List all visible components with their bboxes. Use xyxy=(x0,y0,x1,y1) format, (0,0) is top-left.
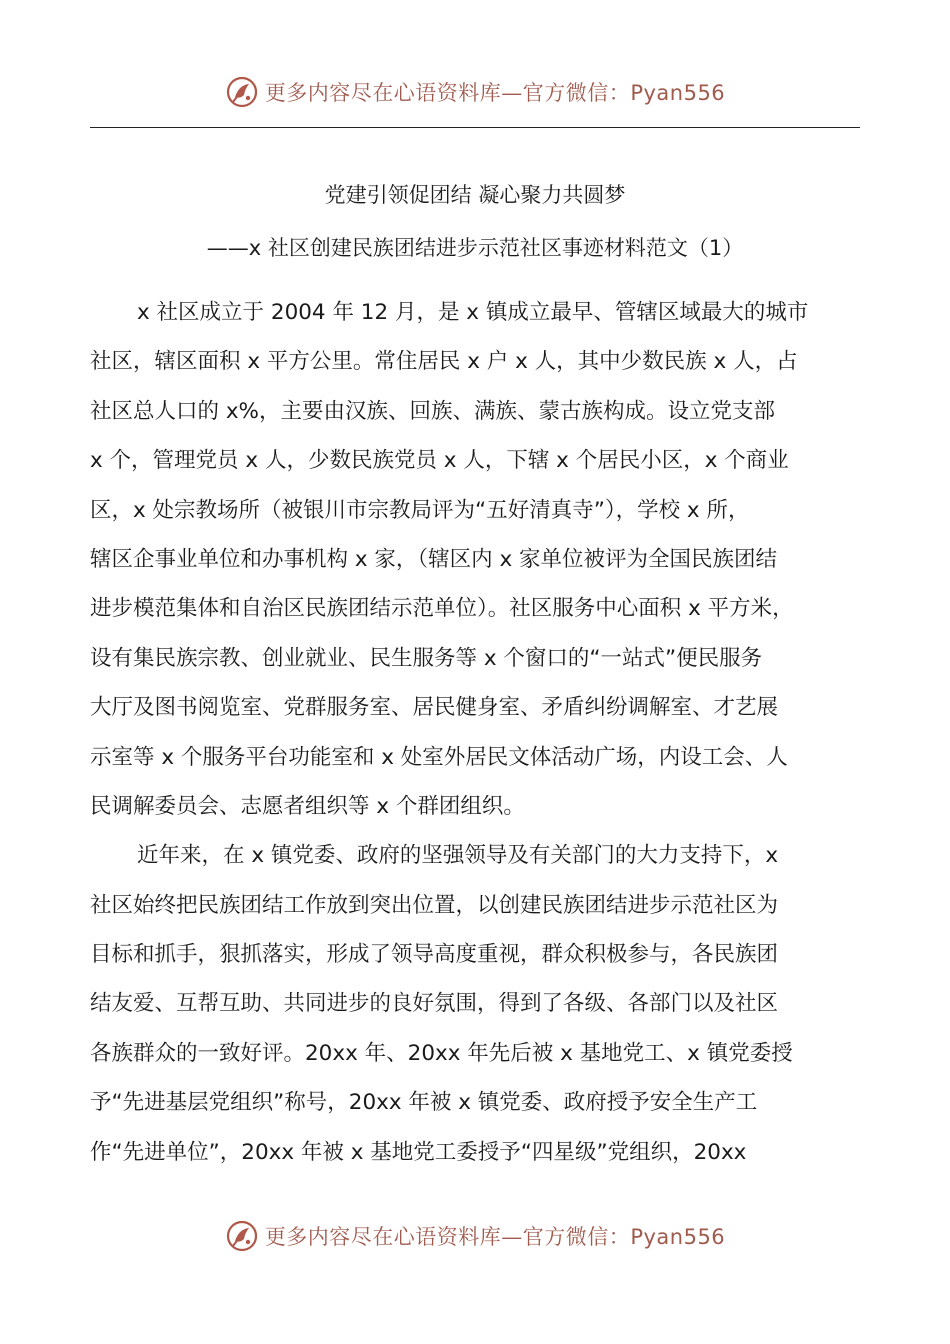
body-line: x 社区成立于 2004 年 12 月，是 x 镇成立最早、管辖区域最大的城市 xyxy=(137,300,809,325)
footer-banner-text xyxy=(265,1221,725,1251)
body-line: 作“先进单位”，20xx 年被 x 基地党工委授予“四星级”党组织，20xx xyxy=(90,1139,747,1165)
body-line: 社区，辖区面积 x 平方公里。常住居民 x 户 x 人，其中少数民族 x 人，占 xyxy=(90,349,798,375)
body-line: 进步模范集体和自治区民族团结示范单位）。社区服务中心面积 x 平方米， xyxy=(90,596,794,622)
header-banner-label: 更多内容尽在心语资料库—官方微信： xyxy=(264,81,631,105)
logo-icon xyxy=(225,1219,259,1253)
body-line: 民调解委员会、志愿者组织等 x 个群团组织。 xyxy=(90,793,525,819)
body-line: 大厅及图书阅览室、党群服务室、居民健身室、矛盾纠纷调解室、才艺展 xyxy=(90,695,779,721)
body-line: 结友爱、互帮互助、共同进步的良好氛围，得到了各级、各部门以及社区 xyxy=(90,991,779,1017)
body-line: 社区始终把民族团结工作放到突出位置，以创建民族团结进步示范社区为 xyxy=(90,892,779,918)
body-line: 示室等 x 个服务平台功能室和 x 处室外居民文体活动广场，内设工会、人 xyxy=(90,744,788,770)
header-banner xyxy=(0,70,950,114)
document-body xyxy=(90,288,860,1177)
document-title: 党建引领促团结 凝心聚力共圆梦 xyxy=(324,183,626,207)
footer-banner xyxy=(0,1214,950,1258)
footer-banner-label: 更多内容尽在心语资料库—官方微信： xyxy=(264,1225,631,1249)
header-banner-text xyxy=(265,77,725,107)
body-line: x 个，管理党员 x 人，少数民族党员 x 人，下辖 x 个居民小区，x 个商业 xyxy=(90,448,789,474)
footer-wechat-id: Pyan556 xyxy=(630,1225,726,1249)
body-line: 近年来，在 x 镇党委、政府的坚强领导及有关部门的大力支持下，x xyxy=(137,843,779,869)
body-line: 设有集民族宗教、创业就业、民生服务等 x 个窗口的“一站式”便民服务 xyxy=(90,645,763,671)
body-line: 予“先进基层党组织”称号，20xx 年被 x 镇党委、政府授予安全生产工 xyxy=(90,1090,758,1116)
body-line: 辖区企事业单位和办事机构 x 家，（辖区内 x 家单位被评为全国民族团结 xyxy=(90,546,778,572)
document-subtitle: ——x 社区创建民族团结进步示范社区事迹材料范文（1） xyxy=(206,236,744,260)
logo-icon xyxy=(225,75,259,109)
body-line: 社区总人口的 x%，主要由汉族、回族、满族、蒙古族构成。设立党支部 xyxy=(90,398,775,424)
header-divider xyxy=(90,127,860,128)
body-line: 目标和抓手，狠抓落实，形成了领导高度重视，群众积极参与，各民族团 xyxy=(90,942,779,968)
header-wechat-id: Pyan556 xyxy=(630,81,726,105)
body-line: 区，x 处宗教场所（被银川市宗教局评为“五好清真寺”），学校 x 所， xyxy=(90,497,750,523)
body-line: 各族群众的一致好评。20xx 年、20xx 年先后被 x 基地党工、x 镇党委授 xyxy=(90,1040,793,1066)
